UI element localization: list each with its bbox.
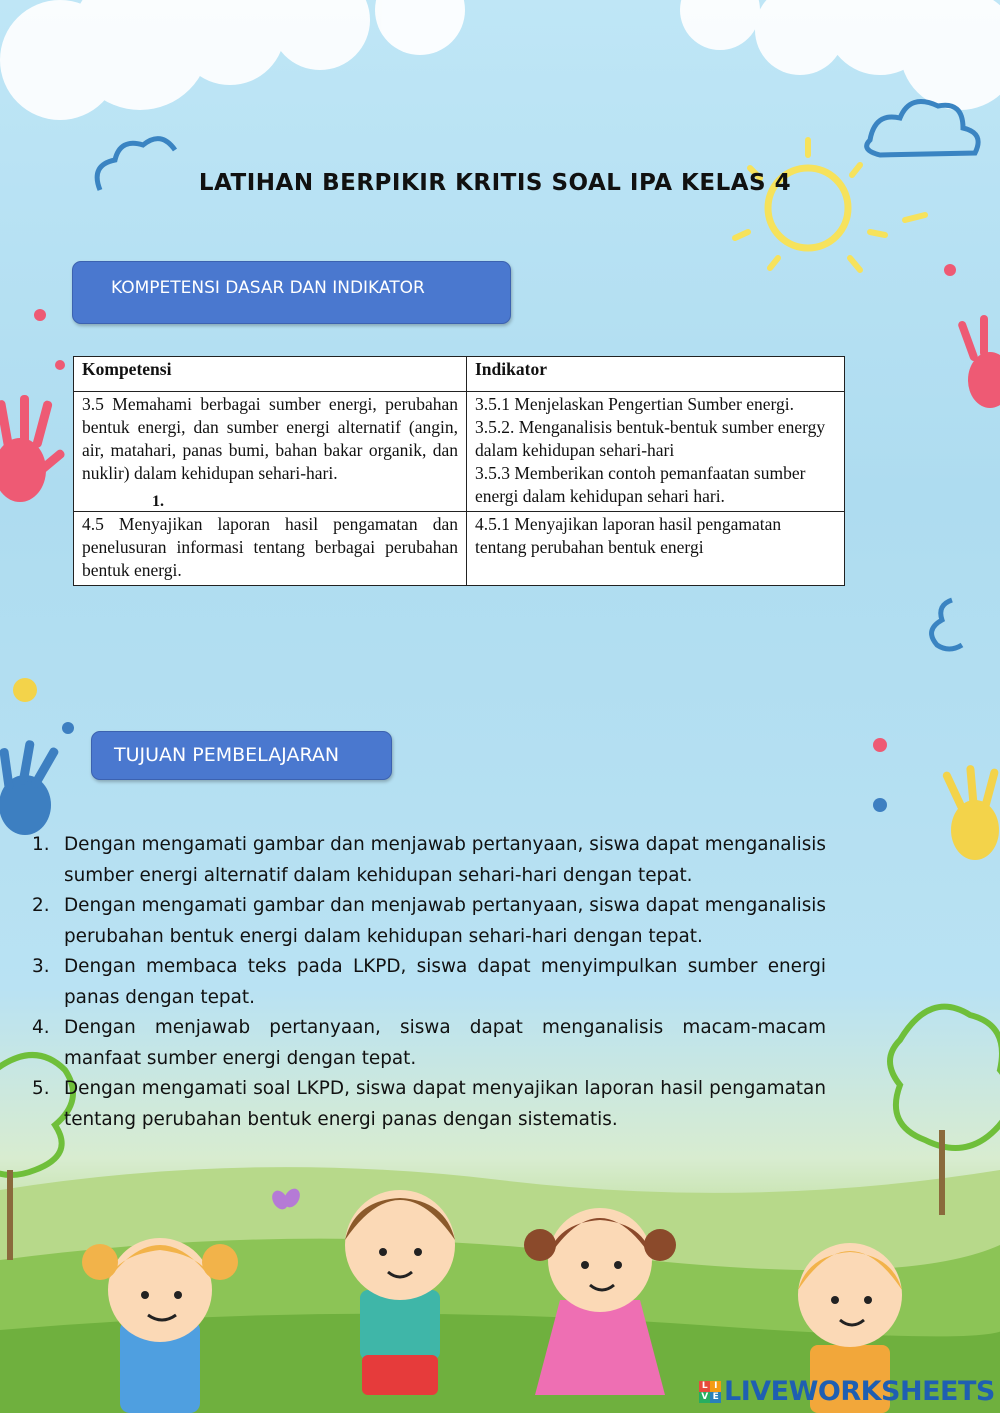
badge-letter: E [710, 1392, 721, 1403]
handprint-icon [941, 765, 999, 860]
page-title: LATIHAN BERPIKIR KRITIS SOAL IPA KELAS 4 [198, 170, 792, 196]
indicator-item: 4.5.1 Menyajikan laporan hasil pengamatan tentang perubahan bentuk energi [475, 514, 782, 557]
liveworksheets-logo[interactable] [699, 1376, 995, 1407]
list-item [28, 891, 826, 952]
handprint-icon [957, 315, 1000, 408]
section-header-tujuan [91, 731, 392, 780]
table-header-row [74, 357, 845, 392]
table-row [74, 392, 845, 512]
competency-table [73, 356, 845, 586]
list-item [28, 952, 826, 1013]
cloud-icon [0, 0, 465, 120]
list-item-number: 4. [32, 1017, 50, 1038]
list-item-text: Dengan mengamati gambar dan menjawab pertanyaan, siswa dapat menganalisis sumber energi alternatif dalam kehidupan sehari-hari dengan tepat. [64, 834, 826, 886]
badge-letter: V [699, 1392, 710, 1403]
list-item [28, 830, 826, 891]
section-header-kompetensi [72, 261, 511, 324]
table-row [74, 512, 845, 586]
cloud-icon [932, 600, 962, 649]
badge-letter: I [710, 1381, 721, 1392]
indicator-item: 3.5.2. Menganalisis bentuk-bentuk sumber energy dalam kehidupan sehari-hari [475, 417, 826, 460]
liveworksheets-wordmark: LIVEWORKSHEETS [724, 1376, 995, 1407]
section-header-label: TUJUAN PEMBELAJARAN [114, 744, 340, 766]
liveworksheets-badge-icon [699, 1381, 721, 1403]
list-item-number: 5. [32, 1078, 50, 1099]
section-header-label: KOMPETENSI DASAR DAN INDIKATOR [111, 278, 425, 298]
list-item-number: 3. [32, 956, 50, 977]
table-cell-indikator [467, 512, 845, 586]
list-item-text: Dengan menjawab pertanyaan, siswa dapat menganalisis macam-macam manfaat sumber energi dengan tepat. [64, 1017, 826, 1069]
stray-list-marker: 1. [152, 493, 164, 510]
table-cell-indikator [467, 392, 845, 512]
handprint-icon [0, 395, 66, 502]
indicator-item: 3.5.3 Memberikan contoh pemanfaatan sumber energi dalam kehidupan sehari hari. [475, 463, 806, 506]
list-item-text: Dengan mengamati soal LKPD, siswa dapat menyajikan laporan hasil pengamatan tentang perubahan bentuk energi panas dengan sistematis. [64, 1078, 826, 1130]
badge-letter: L [699, 1381, 710, 1392]
list-item-text: Dengan mengamati gambar dan menjawab pertanyaan, siswa dapat menganalisis perubahan bentuk energi dalam kehidupan sehari-hari dengan tepat. [64, 895, 826, 947]
sun-icon [735, 140, 925, 270]
handprint-icon [0, 740, 60, 835]
table-cell-kompetensi: 3.5 Memahami berbagai sumber energi, perubahan bentuk energi, dan sumber energi alternatif (angin, air, matahari, panas bumi, bahan bakar organik, dan nuklir) dalam kehidupan sehari-hari. [74, 392, 467, 512]
column-header-indikator: Indikator [467, 357, 845, 392]
learning-objectives-list [28, 830, 826, 1135]
column-header-kompetensi: Kompetensi [74, 357, 467, 392]
list-item [28, 1074, 826, 1135]
cloud-icon [680, 0, 1000, 110]
table-cell-kompetensi: 4.5 Menyajikan laporan hasil pengamatan dan penelusuran informasi tentang berbagai perubahan bentuk energi. [74, 512, 467, 586]
list-item-number: 1. [32, 834, 50, 855]
list-item [28, 1013, 826, 1074]
list-item-text: Dengan membaca teks pada LKPD, siswa dapat menyimpulkan sumber energi panas dengan tepat. [64, 956, 826, 1008]
list-item-number: 2. [32, 895, 50, 916]
indicator-item: 3.5.1 Menjelaskan Pengertian Sumber energi. [475, 394, 794, 414]
